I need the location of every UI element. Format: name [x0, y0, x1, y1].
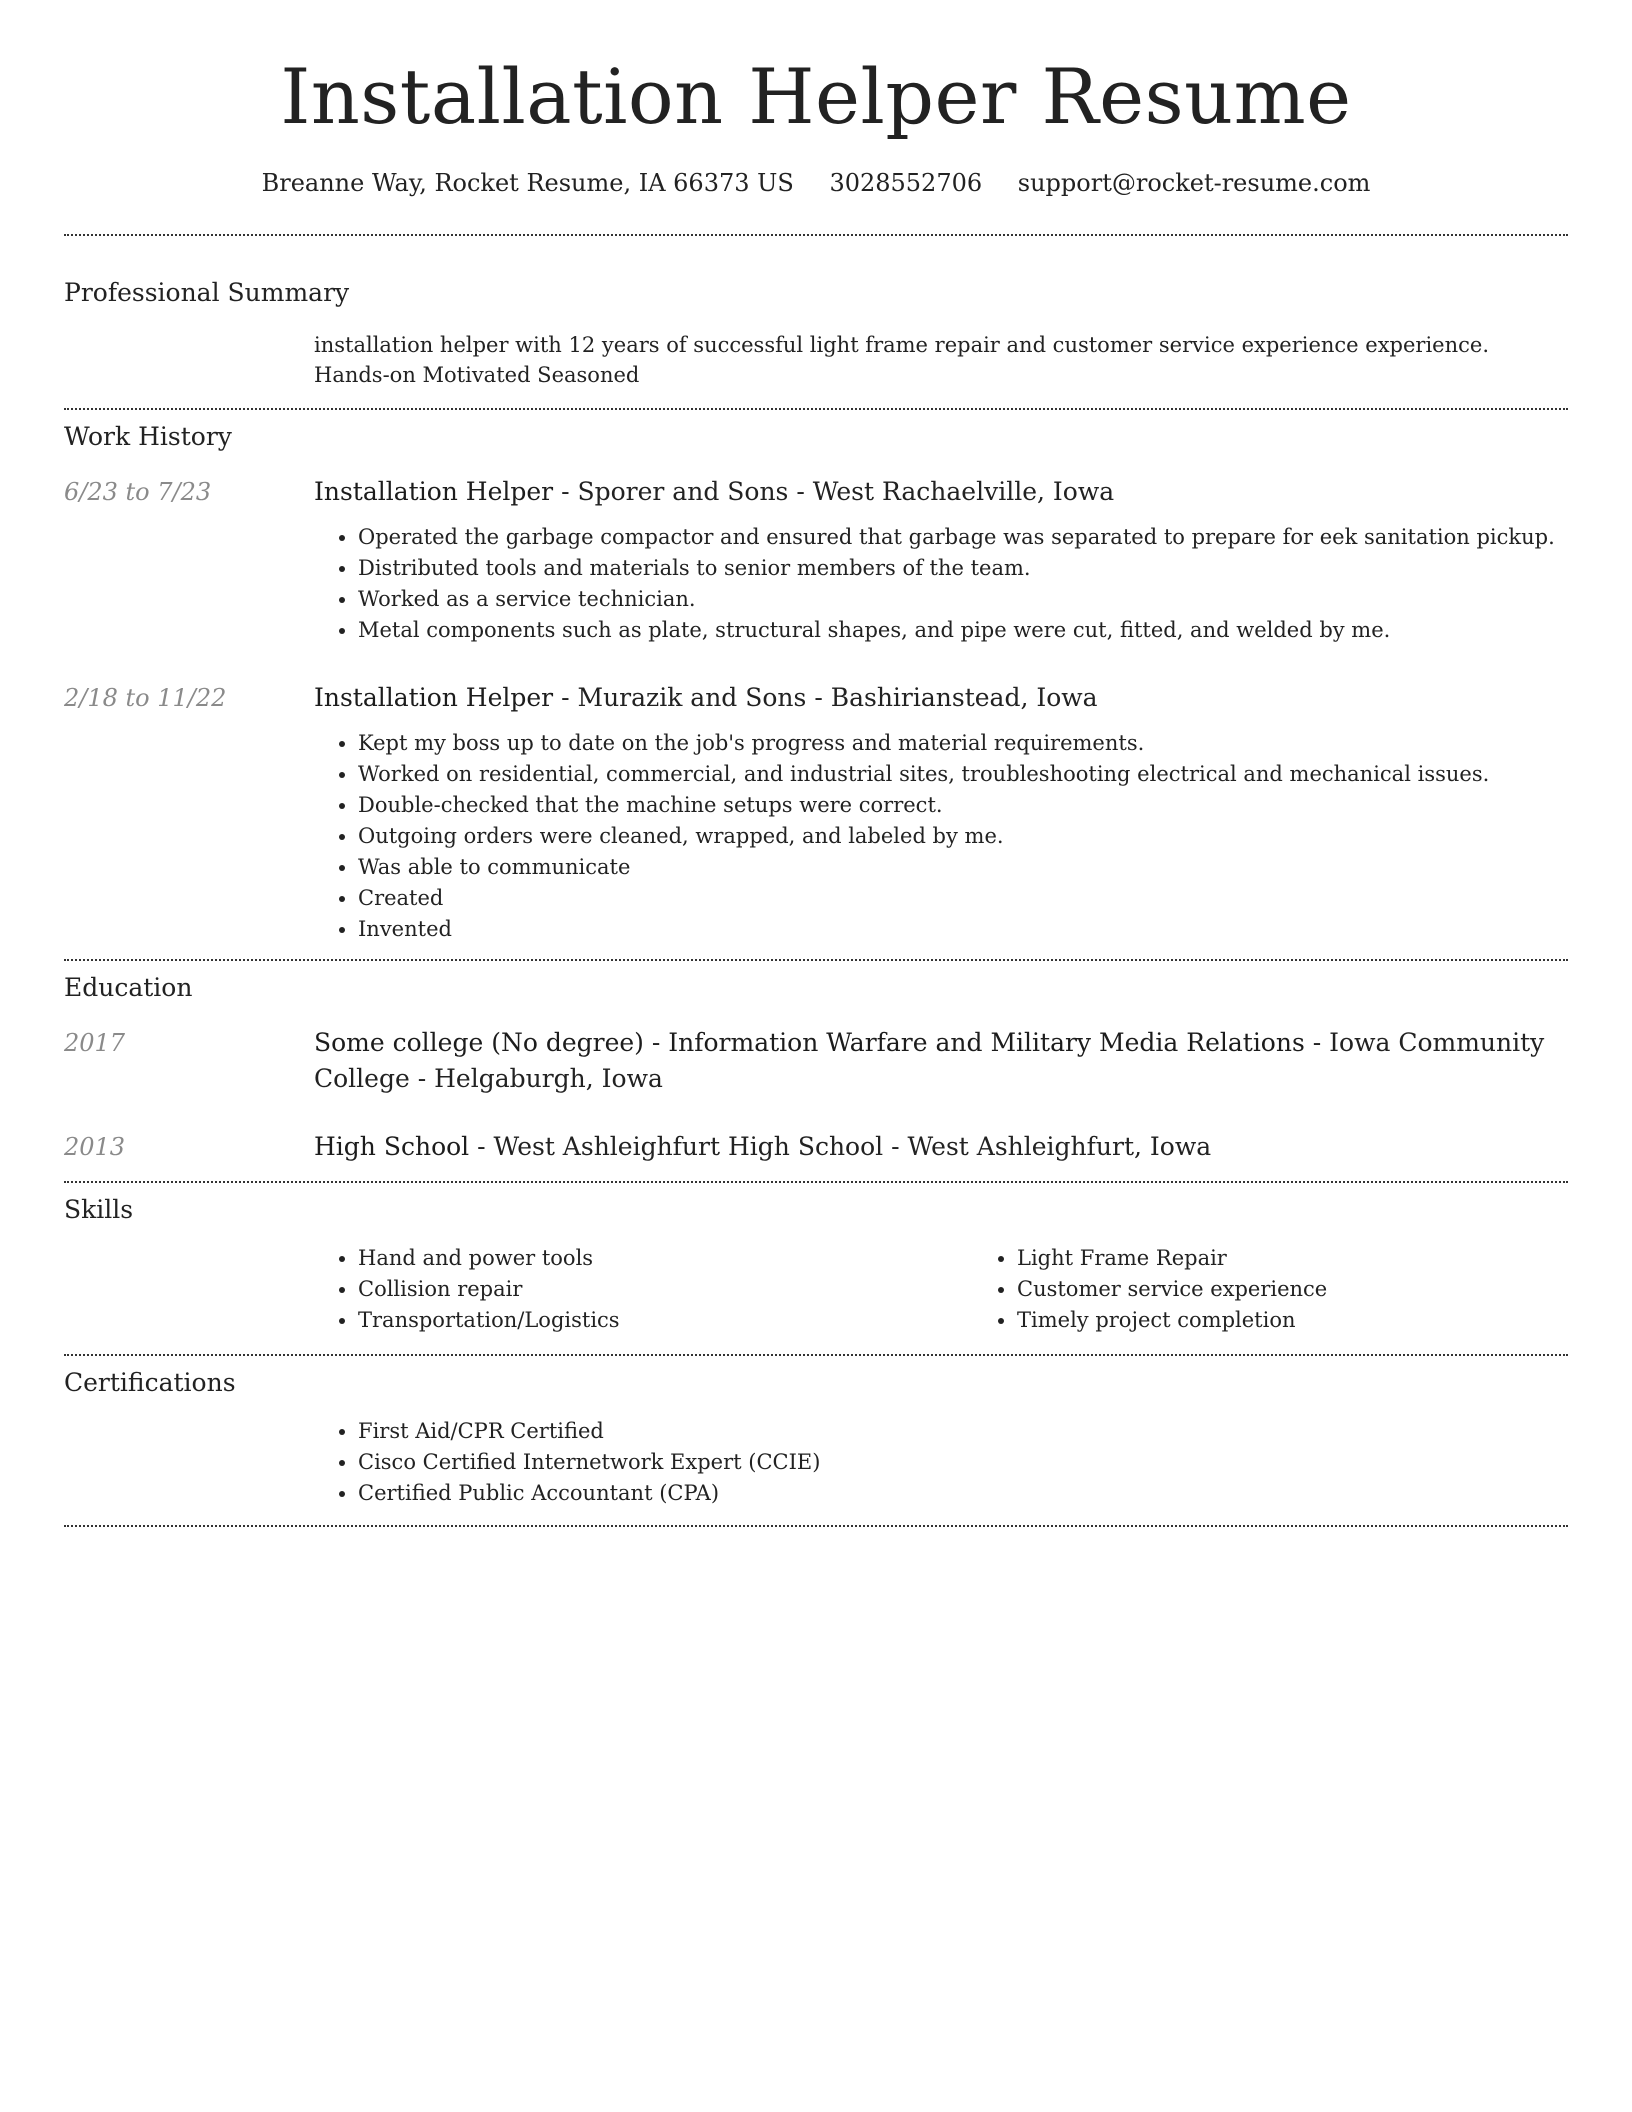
job-location: Bashirianstead, Iowa [830, 683, 1098, 712]
job-bullet: • Worked as a service technician. [358, 584, 1568, 615]
job-company: Sporer and Sons [577, 477, 789, 506]
resume-title: Installation Helper Resume [280, 52, 1352, 141]
job-heading [314, 474, 1568, 510]
contact-email: support@rocket-resume.com [1017, 169, 1371, 197]
job-entry [64, 474, 1568, 646]
education-field: Information Warfare and Military Media Relations [668, 1028, 1305, 1057]
job-bullet: • Double-checked that the machine setups were correct. [358, 790, 1568, 821]
summary-heading: Professional Summary [64, 278, 350, 307]
job-company: Murazik and Sons [577, 683, 807, 712]
skill-item: • Light Frame Repair [1017, 1243, 1632, 1274]
education-heading: Education [64, 973, 193, 1002]
job-bullet: • Was able to communicate [358, 852, 1568, 883]
job-location: West Rachaelville, Iowa [812, 477, 1115, 506]
skills-list-left [314, 1243, 973, 1336]
contact-address: Breanne Way, Rocket Resume, IA 66373 US [261, 169, 794, 197]
skills-section [64, 1183, 1568, 1336]
skill-item: • Transportation/Logistics [358, 1305, 973, 1336]
education-location: Helgaburgh, Iowa [434, 1064, 663, 1093]
divider [64, 1525, 1568, 1527]
summary-text: installation helper with 12 years of successful light frame repair and customer service experience experience. Hands-on Motivated Seasoned [314, 333, 1489, 387]
skill-item: • Collision repair [358, 1274, 973, 1305]
contact-line [64, 166, 1568, 200]
job-dates: 2/18 to 11/22 [64, 684, 227, 712]
separator: - [553, 477, 578, 506]
skills-heading: Skills [64, 1195, 134, 1224]
separator: - [1304, 1028, 1330, 1057]
job-bullet: • Outgoing orders were cleaned, wrapped, and labeled by me. [358, 821, 1568, 852]
education-school: West Ashleighfurt High School [493, 1132, 884, 1161]
education-heading-line [314, 1025, 1568, 1097]
skill-item: • Hand and power tools [358, 1243, 973, 1274]
certifications-spacer [64, 1416, 314, 1509]
separator: - [409, 1064, 435, 1093]
education-year: 2017 [64, 1029, 126, 1057]
education-heading-line [314, 1129, 1568, 1165]
separator: - [643, 1028, 669, 1057]
job-heading [314, 680, 1568, 716]
job-bullets [314, 728, 1568, 945]
certifications-list [314, 1416, 1568, 1509]
separator: - [883, 1132, 908, 1161]
education-location: West Ashleighfurt, Iowa [907, 1132, 1212, 1161]
skills-spacer [64, 1243, 314, 1336]
education-entry [64, 1129, 1568, 1165]
skill-item: • Customer service experience [1017, 1274, 1632, 1305]
certification-item: • Cisco Certified Internetwork Expert (CCIE) [358, 1447, 1568, 1478]
resume-page [64, 0, 1568, 1527]
job-dates: 6/23 to 7/23 [64, 478, 212, 506]
separator: - [788, 477, 813, 506]
separator: - [553, 683, 578, 712]
job-bullet: • Created [358, 883, 1568, 914]
summary-section [64, 236, 1568, 390]
education-degree: High School [314, 1132, 470, 1161]
contact-phone: 3028552706 [829, 169, 983, 197]
job-bullet: • Metal components such as plate, structural shapes, and pipe were cut, fitted, and welded by me. [358, 615, 1568, 646]
job-bullet: • Operated the garbage compactor and ensured that garbage was separated to prepare for eek sanitation pickup. [358, 522, 1568, 553]
certifications-section [64, 1356, 1568, 1509]
education-school: Iowa Community College [314, 1028, 1545, 1093]
separator: - [469, 1132, 494, 1161]
job-bullet: • Worked on residential, commercial, and industrial sites, troubleshooting electrical and mechanical issues. [358, 759, 1568, 790]
job-entry [64, 680, 1568, 945]
certifications-heading: Certifications [64, 1368, 236, 1397]
skill-item: • Timely project completion [1017, 1305, 1632, 1336]
skills-list-right [973, 1243, 1632, 1336]
education-entry [64, 1025, 1568, 1097]
education-section [64, 961, 1568, 1165]
certification-item: • First Aid/CPR Certified [358, 1416, 1568, 1447]
job-title: Installation Helper [314, 683, 554, 712]
certification-item: • Certified Public Accountant (CPA) [358, 1478, 1568, 1509]
job-bullet: • Kept my boss up to date on the job's progress and material requirements. [358, 728, 1568, 759]
job-bullet: • Distributed tools and materials to senior members of the team. [358, 553, 1568, 584]
separator: - [806, 683, 831, 712]
work-heading: Work History [64, 422, 232, 451]
job-bullets [314, 522, 1568, 646]
education-degree: Some college (No degree) [314, 1028, 644, 1057]
summary-spacer [64, 330, 314, 390]
job-bullet: • Invented [358, 914, 1568, 945]
job-title: Installation Helper [314, 477, 554, 506]
education-year: 2013 [64, 1133, 126, 1161]
work-section [64, 410, 1568, 945]
